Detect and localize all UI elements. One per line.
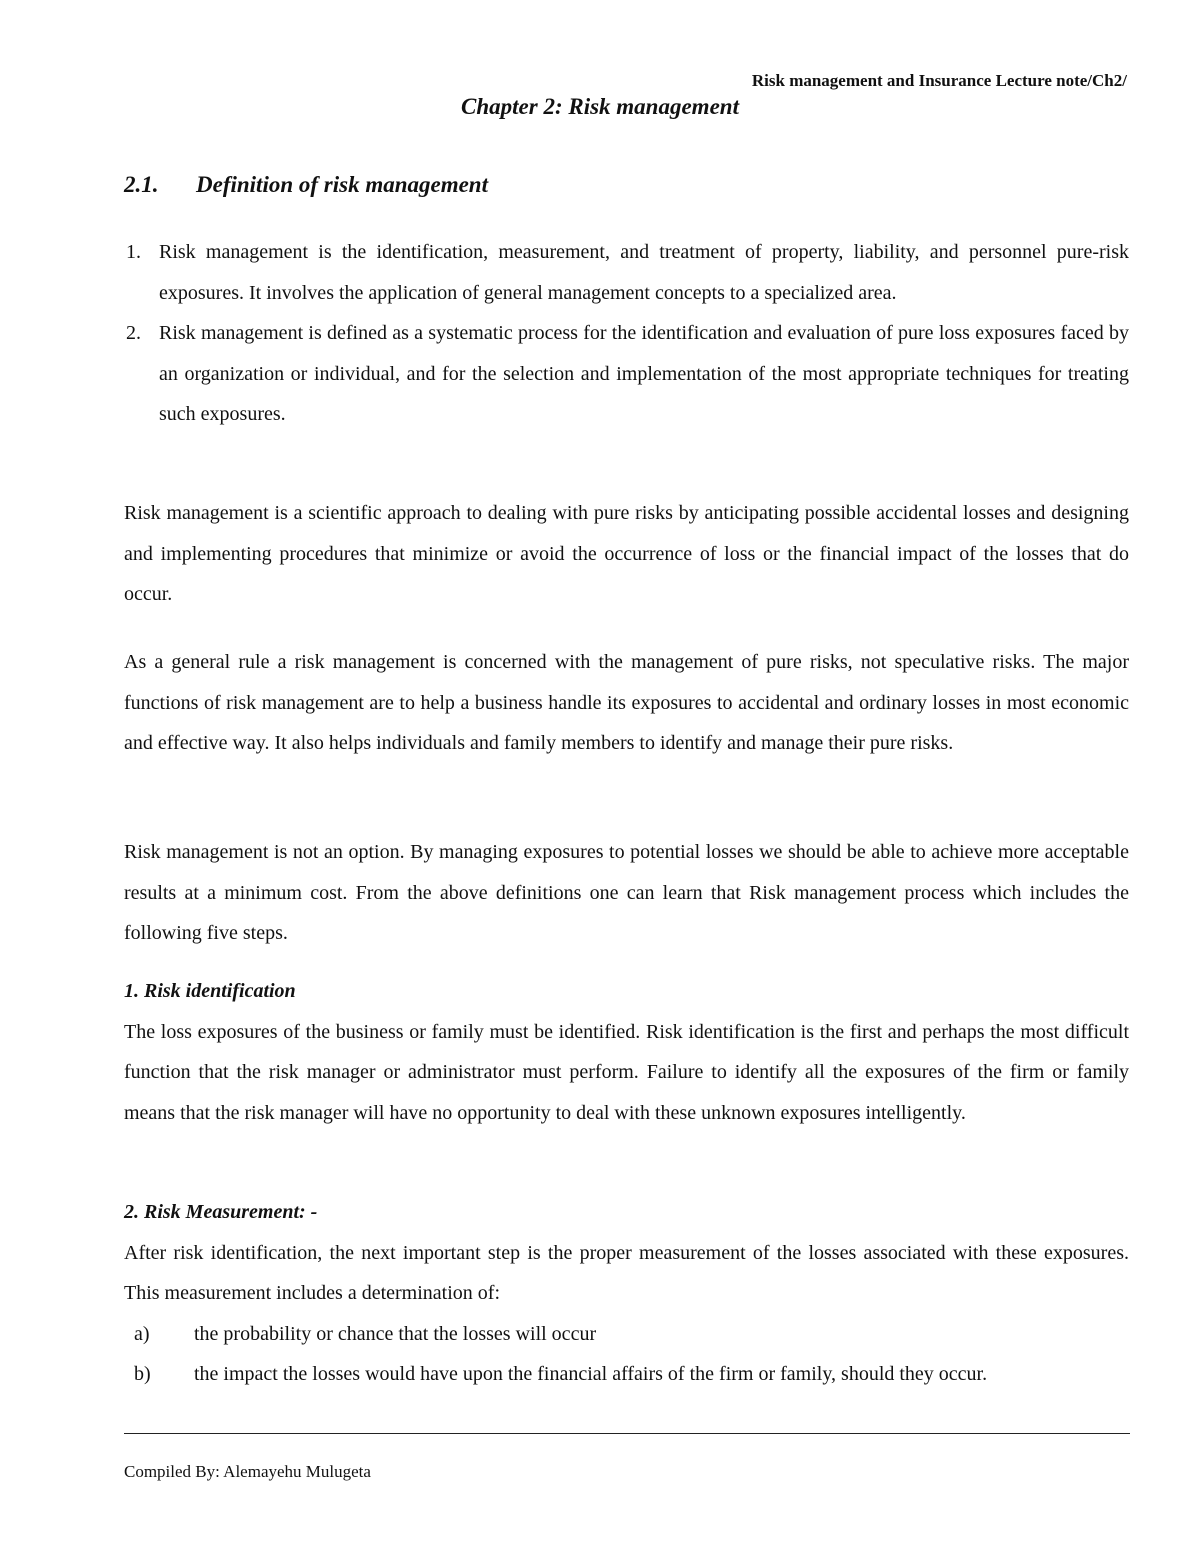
paragraph: Risk management is a scientific approach to dealing with pure risks by anticipating possible accidental losses and designing and implementing procedures that minimize or avoid the occurrence of loss or the financial impact of the losses that do occur. (124, 502, 1129, 605)
step-text: After risk identification, the next important step is the proper measurement of the losses associated with these exposures. This measurement includes a determination of: (124, 1241, 1129, 1304)
definitions-list (124, 232, 1129, 435)
section-number: 2.1. (124, 172, 159, 197)
section-title: Definition of risk management (196, 172, 488, 197)
list-marker: 2. (126, 322, 141, 344)
list-marker: a) (134, 1322, 150, 1345)
step-heading: 2. Risk Measurement: - (124, 1201, 318, 1223)
paragraph: Risk management is not an option. By managing exposures to potential losses we should be able to achieve more acceptable results at a minimum cost. From the above definitions one can learn that Risk management process which includes the following five steps. (124, 841, 1129, 944)
footer-compiled-by: Compiled By: Alemayehu Mulugeta (124, 1462, 371, 1481)
step-risk-measurement (124, 1192, 1129, 1395)
running-header: Risk management and Insurance Lecture note/Ch2/ (751, 71, 1127, 90)
list-item-text: the impact the losses would have upon the financial affairs of the firm or family, should they occur. (194, 1363, 988, 1385)
list-item (124, 232, 1129, 313)
list-item-text: Risk management is defined as a systematic process for the identification and evaluation of pure loss exposures faced by an organization or individual, and for the selection and implementation of the most appropriate techniques for treating such exposures. (159, 322, 1129, 425)
section-heading (124, 172, 488, 198)
list-marker: 1. (126, 241, 141, 263)
step-risk-identification (124, 971, 1129, 1133)
footer-divider (124, 1433, 1130, 1434)
list-item (124, 1314, 1129, 1355)
list-item (124, 313, 1129, 435)
list-marker: b) (134, 1363, 151, 1385)
list-item (124, 1354, 1129, 1395)
step-text: The loss exposures of the business or family must be identified. Risk identification is the first and perhaps the most difficult function that the risk manager or administrator must perform. Failure to identify all the exposures of the firm or family means that the risk manager will have no opportunity to deal with these unknown exposures intelligently. (124, 1020, 1129, 1124)
chapter-title: Chapter 2: Risk management (461, 94, 739, 119)
step-heading: 1. Risk identification (124, 980, 296, 1002)
measurement-list (124, 1314, 1129, 1395)
list-item-text: the probability or chance that the losses will occur (194, 1322, 597, 1345)
paragraph: As a general rule a risk management is concerned with the management of pure risks, not speculative risks. The major functions of risk management are to help a business handle its exposures to accidental and ordinary losses in most economic and effective way. It also helps individuals and family members to identify and manage their pure risks. (124, 651, 1129, 754)
list-item-text: Risk management is the identification, measurement, and treatment of property, liability, and personnel pure-risk exposures. It involves the application of general management concepts to a specialized area. (159, 241, 1129, 304)
